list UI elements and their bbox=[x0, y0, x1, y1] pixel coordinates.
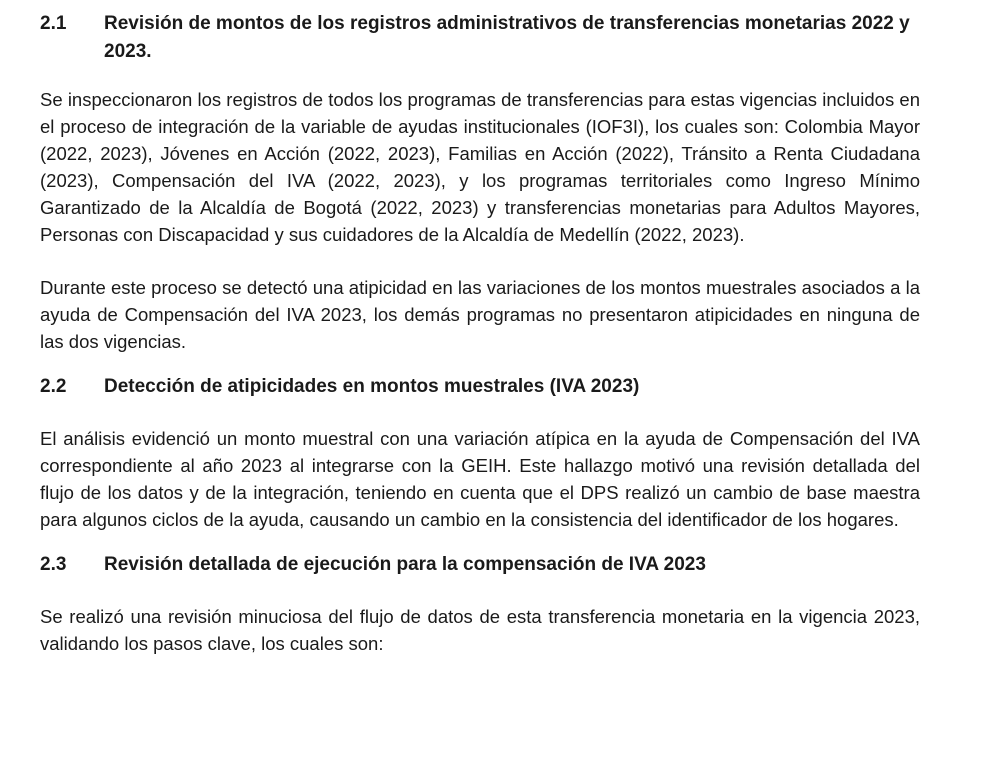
section-number: 2.2 bbox=[40, 376, 67, 397]
section-number: 2.1 bbox=[40, 13, 67, 34]
section-title: Detección de atipicidades en montos muestrales (IVA 2023) bbox=[104, 376, 640, 397]
section-title: Revisión detallada de ejecución para la compensación de IVA 2023 bbox=[104, 554, 706, 575]
section-2-3 bbox=[40, 551, 920, 657]
paragraph: Se realizó una revisión minuciosa del flujo de datos de esta transferencia monetaria en la vigencia 2023, validando los pasos clave, los cuales son: bbox=[40, 606, 920, 654]
section-heading bbox=[40, 373, 920, 401]
section-title: Revisión de montos de los registros administrativos de transferencias monetarias 2022 y 2023. bbox=[104, 13, 910, 62]
paragraph: Se inspeccionaron los registros de todos los programas de transferencias para estas vigencias incluidos en el proceso de integración de la variable de ayudas institucionales (IOF3I), los cuales son: Colombia Mayor (2022, 2023), Jóvenes en Acción (2022, 2023), Familias en Acción (2022), Tránsito a Renta Ciudadana (2023), Compensación del IVA (2022, 2023), y los programas territoriales como Ingreso Mínimo Garantizado de la Alcaldía de Bogotá (2022, 2023) y transferencias monetarias para Adultos Mayores, Personas con Discapacidad y sus cuidadores de la Alcaldía de Medellín (2022, 2023). bbox=[40, 89, 920, 245]
section-number: 2.3 bbox=[40, 554, 67, 575]
paragraph: El análisis evidenció un monto muestral con una variación atípica en la ayuda de Compensación del IVA correspondiente al año 2023 al integrarse con la GEIH. Este hallazgo motivó una revisión detallada del flujo de los datos y de la integración, teniendo en cuenta que el DPS realizó un cambio de base maestra para algunos ciclos de la ayuda, causando un cambio en la consistencia del identificador de los hogares. bbox=[40, 428, 920, 530]
section-2-1 bbox=[40, 10, 920, 355]
section-heading bbox=[40, 551, 920, 579]
document-page bbox=[40, 10, 920, 657]
section-heading bbox=[40, 10, 920, 66]
section-2-2 bbox=[40, 373, 920, 533]
paragraph: Durante este proceso se detectó una atipicidad en las variaciones de los montos muestrales asociados a la ayuda de Compensación del IVA 2023, los demás programas no presentaron atipicidades en ninguna de las dos vigencias. bbox=[40, 277, 920, 352]
